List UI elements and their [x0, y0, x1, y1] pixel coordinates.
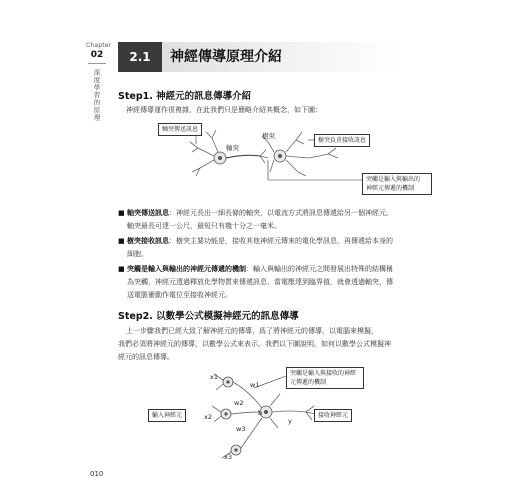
callout-synapse-2-line2: 元傳遞的機制 — [290, 379, 327, 386]
step2-paragraph-line: 經元的訊息傳導。 — [118, 353, 174, 361]
bullet-marker: ■ — [118, 265, 125, 273]
bullet-marker: ■ — [118, 209, 125, 217]
bullet-dendrite — [118, 235, 427, 261]
x3-axon — [222, 418, 262, 458]
section-header — [118, 42, 404, 72]
bullet-axon — [118, 207, 427, 233]
step2-paragraph-line: 上一步驟我們已經大致了解神經元的傳導，爲了將神經元的傳導，以電腦來模擬， — [126, 327, 378, 335]
step1-heading: Step1. 神經元的訊息傳導介紹 — [118, 91, 252, 102]
callout-dendrite-receive: 樹突負責接收訊息 — [314, 134, 370, 147]
bullet-text: ：神經元長出一細長條的軸突，以電流方式將訊息傳遞給另一個神經元。 — [169, 209, 393, 217]
step2-heading: Step2. 以數學公式模擬神經元的訊息傳導 — [118, 311, 299, 322]
callout-synapse-line1: 突觸是輸入與輸出的 — [366, 176, 421, 183]
leader-synapse — [268, 160, 362, 180]
chapter-divider — [88, 63, 106, 64]
bullet-synapse — [118, 263, 427, 302]
callout-output-neuron: 接收神經元 — [314, 409, 352, 422]
label-axon: 軸突 — [226, 144, 239, 152]
callout-synapse-2-line1: 突觸是輸入與接收的神經 — [290, 370, 357, 377]
input-x3: x3 — [224, 453, 232, 461]
bullet-text: 軸突最長可達一公尺，最短只有幾十分之一毫米。 — [127, 222, 281, 230]
bullet-text: 細胞。 — [127, 250, 148, 258]
chapter-title: 深度學習的原理 — [92, 69, 101, 122]
callout-axon-send: 軸突傳送訊息 — [158, 123, 202, 136]
chapter-tab — [86, 42, 112, 126]
bullet-marker: ■ — [118, 237, 125, 245]
chapter-word: Chapter — [86, 42, 112, 49]
bullet-term: 軸突傳送訊息 — [127, 209, 169, 217]
callout-synapse-2 — [286, 367, 364, 389]
step1-intro: 神經傳導運作很複雜，在此我們只是簡略介紹其概念，如下圖： — [126, 106, 322, 114]
bullet-text: 為突觸，神經元透過釋放化學物質來傳遞訊息，當電壓達到臨界值，就會透過軸突，傳 — [127, 278, 393, 286]
weight-w2: w2 — [234, 399, 244, 407]
weight-w1: w1 — [250, 381, 260, 389]
label-dendrite: 樹突 — [262, 132, 275, 140]
bullet-text: 送電脈衝動作電位至接收神經元。 — [127, 291, 232, 299]
chapter-number: 02 — [90, 50, 104, 60]
weight-w3: w3 — [236, 425, 246, 433]
output-axon — [270, 394, 316, 428]
axon-terminals — [260, 150, 268, 163]
callout-input-neuron: 輸入神經元 — [148, 409, 186, 422]
bullet-text: ：輸入與輸出的神經元之間發展出特殊的結構稱 — [246, 265, 393, 273]
output-y: y — [288, 417, 292, 425]
step2-paragraph-line: 我們必須將神經元的傳導，以數學公式來表示。我們以下圖說明，如何以數學公式模擬神 — [118, 340, 391, 348]
axon — [226, 155, 260, 158]
bullet-text: ：樹突主要功能是，接收其他神經元傳來的電化學訊息，再傳遞給本身的 — [169, 237, 393, 245]
input-x1: x1 — [210, 373, 218, 381]
section-number: 2.1 — [118, 42, 162, 72]
bias-b: b — [258, 409, 263, 417]
left-dendrites — [190, 130, 218, 176]
bullet-term: 突觸是輸入與輸出的神經元傳遞的機制 — [127, 265, 246, 273]
x2-axon — [212, 406, 263, 422]
input-x2: x2 — [204, 413, 212, 421]
callout-synapse — [362, 173, 432, 195]
callout-synapse-line2: 神經元傳遞的機制 — [366, 185, 415, 192]
step2-paragraph — [118, 325, 418, 364]
page-number: 010 — [90, 470, 104, 478]
bullet-term: 樹突接收訊息 — [127, 237, 169, 245]
section-title: 神經傳導原理介紹 — [170, 49, 282, 65]
